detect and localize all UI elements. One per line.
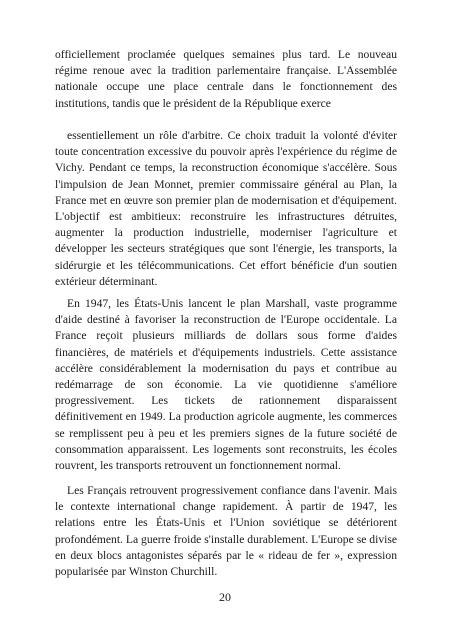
paragraph-marshall-plan: En 1947, les États-Unis lancent le plan Marshall, vaste programme d'aide destiné à favoriser la reconstruction de l'Europe occidentale. La France reçoit plusieurs milliards de dollars sous forme d'aides financières, de matériels et d'équipements industriels. Cette assistance accélère considérablement la modernisation du pays et contribue au redémarrage de son économie. La vie quotidienne s'améliore progressivement. Les tickets de rationnement disparaissent définitivement en 1949. La production agricole augmente, les commerces se remplissent peu à peu et les premiers signes de la future société de consommation apparaissent. Les logements sont reconstruits, les écoles rouvrent, les transports retrouvent un fonctionnement normal. bbox=[55, 297, 397, 473]
paragraph-cold-war: Les Français retrouvent progressivement confiance dans l'avenir. Mais le contexte international change rapidement. À partir de 1947, les relations entre les États-Unis et l'Union soviétique se détériorent profondément. La guerre froide s'installe durablement. L'Europe se divise en deux blocs antagonistes séparés par le « rideau de fer », expression popularisée par Winston Churchill. bbox=[55, 484, 397, 579]
page-number: 20 bbox=[219, 590, 231, 604]
paragraph-continuation: officiellement proclamée quelques semaines plus tard. Le nouveau régime renoue avec la tradition parlementaire française. L'Assemblée nationale occupe une place centrale dans le fonctionnement des institutions, tandis que le président de la République exerce bbox=[55, 48, 397, 110]
paragraph-constitution: essentiellement un rôle d'arbitre. Ce choix traduit la volonté d'éviter toute concentration excessive du pouvoir après l'expérience du régime de Vichy. Pendant ce temps, la reconstruction économique s'accélère. Sous l'impulsion de Jean Monnet, premier commissaire général au Plan, la France met en œuvre son premier plan de modernisation et d'équipement. L'objectif est ambitieux: reconstruire les infrastructures détruites, augmenter la production industrielle, moderniser l'agriculture et développer les secteurs stratégiques que sont l'énergie, les transports, la sidérurgie et les télécommunications. Cet effort bénéficie d'un soutien extérieur déterminant. bbox=[55, 129, 397, 288]
